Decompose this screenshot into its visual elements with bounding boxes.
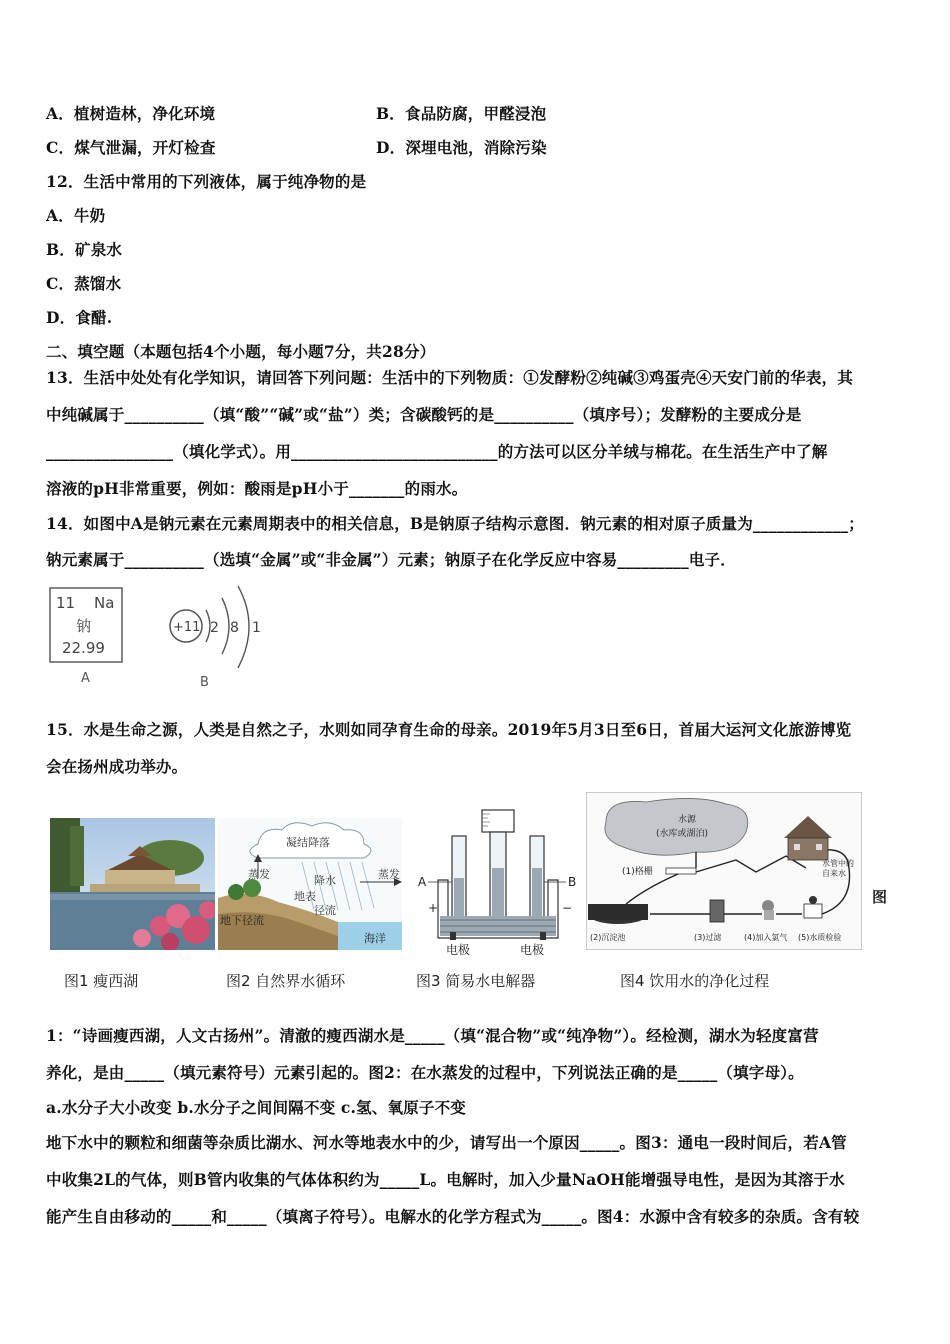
figure-trailing-label: 图 (872, 888, 888, 906)
shell-1-count: 2 (210, 620, 219, 636)
q11-option-b: B．食品防腐，甲醛浸泡 (376, 104, 547, 123)
label-ocean: 海洋 (364, 932, 386, 945)
plus-terminal: + (428, 901, 439, 915)
label-precipitation: 降水 (314, 874, 336, 887)
nucleus-charge: +11 (173, 620, 201, 635)
sodium-atom-diagram (160, 576, 270, 690)
q11-option-d: D．深埋电池，消除污染 (376, 138, 547, 157)
label-tap-water-2: 自来水 (822, 869, 846, 878)
label-runoff: 径流 (314, 904, 336, 917)
q12-option-b: B．矿泉水 (46, 240, 123, 259)
q15-line-2: 会在扬州成功举办。 (46, 757, 188, 776)
electrode-left-label: 电极 (446, 943, 471, 957)
q12-option-a: A．牛奶 (46, 206, 106, 225)
q13-line-2: 中纯碱属于__________（填“酸”“碱”或“盐”）类；含碳酸钙的是__________（填序号）；发酵粉的主要成分是 (46, 405, 802, 424)
figure-a-label: A (81, 671, 90, 686)
tube-b-label: B (568, 875, 577, 889)
caption-figure-1: 图1 瘦西湖 (64, 972, 139, 990)
q14-line-2: 钠元素属于__________（选填“金属”或“非金属”）元素；钠原子在化学反应中容易_________电子． (46, 550, 736, 569)
label-sedimentation: (2)沉淀池 (590, 933, 626, 942)
label-groundwater-flow: 地下径流 (220, 914, 264, 927)
label-condensation: 凝结降落 (286, 836, 330, 849)
sodium-element-card (46, 584, 130, 690)
label-grille: (1)格栅 (622, 867, 653, 877)
label-filtration: (3)过滤 (694, 933, 722, 942)
electrolysis-apparatus (412, 808, 584, 958)
electrode-right-label: 电极 (520, 943, 545, 957)
q15-part1-line-1: 1：“诗画瘦西湖，人文古扬州”。清澈的瘦西湖水是_____（填“混合物”或“纯净物”）。经检测，湖水为轻度富营 (46, 1026, 819, 1045)
caption-figure-2: 图2 自然界水循环 (226, 972, 346, 990)
q15-part1-line-4: 地下水中的颗粒和细菌等杂质比湖水、河水等地表水中的少，请写出一个原因_____。图3：通电一段时间后，若A管 (46, 1133, 847, 1152)
q15-part1-options: a.水分子大小改变 b.水分子之间间隔不变 c.氢、氧原子不变 (46, 1098, 467, 1117)
q12-stem: 12．生活中常用的下列液体，属于纯净物的是 (46, 172, 367, 191)
q11-option-c: C．煤气泄漏，开灯检查 (46, 138, 216, 157)
label-chlorine: (4)加入氯气 (744, 933, 788, 942)
figure-b-label: B (200, 675, 209, 690)
label-evaporation-land: 蒸发 (248, 868, 270, 881)
water-cycle-diagram (218, 818, 402, 950)
slender-west-lake-photo (50, 818, 215, 950)
element-symbol: Na (94, 594, 115, 612)
caption-figure-4: 图4 饮用水的净化过程 (620, 972, 770, 990)
element-name: 钠 (76, 617, 92, 635)
atomic-mass: 22.99 (62, 639, 105, 657)
q13-line-1: 13．生活中处处有化学知识，请回答下列问题：生活中的下列物质：①发酵粉②纯碱③鸡蛋壳④天安门前的华表，其 (46, 368, 853, 387)
label-tap-water-1: 水管中的 (822, 859, 854, 868)
label-evaporation-sea: 蒸发 (378, 868, 400, 881)
q15-part1-line-2: 养化，是由_____（填元素符号）元素引起的。图2：在水蒸发的过程中，下列说法正确的是_____（填字母）。 (46, 1063, 804, 1082)
water-purification-diagram (586, 792, 862, 950)
label-water-source: 水源 (678, 815, 697, 825)
q13-line-4: 溶液的pH非常重要，例如：酸雨是pH小于_______的雨水。 (46, 479, 468, 498)
label-reservoir: (水库或湖泊) (656, 829, 709, 839)
shell-2-count: 8 (230, 620, 239, 636)
minus-terminal: − (562, 901, 573, 915)
q13-line-3: ________________（填化学式）。用__________________________的方法可以区分羊绒与棉花。在生活生产中了解 (46, 442, 828, 461)
q12-option-c: C．蒸馏水 (46, 274, 122, 293)
shell-3-count: 1 (252, 620, 261, 636)
atomic-number: 11 (56, 594, 76, 612)
q11-option-a: A．植树造林，净化环境 (46, 104, 216, 123)
label-surface: 地表 (294, 890, 316, 903)
q14-line-1: 14．如图中A是钠元素在元素周期表中的相关信息，B是钠原子结构示意图．钠元素的相对原子质量为____________； (46, 514, 864, 533)
section-heading: 二、填空题（本题包括4个小题，每小题7分，共28分） (46, 342, 436, 361)
q12-option-d: D．食醋. (46, 308, 113, 327)
caption-figure-3: 图3 简易水电解器 (416, 972, 536, 990)
tube-a-label: A (418, 875, 427, 889)
q15-line-1: 15．水是生命之源，人类是自然之子，水则如同孕育生命的母亲。2019年5月3日至6日，首届大运河文化旅游博览 (46, 720, 852, 739)
q15-part1-line-5: 中收集2L的气体，则B管内收集的气体体积约为_____L。电解时，加入少量NaOH能增强导电性，是因为其溶于水 (46, 1170, 845, 1189)
q15-part1-line-6: 能产生自由移动的_____和_____（填离子符号）。电解水的化学方程式为_____。图4：水源中含有较多的杂质。含有较 (46, 1207, 860, 1226)
label-quality-test: (5)水质检验 (798, 933, 842, 942)
